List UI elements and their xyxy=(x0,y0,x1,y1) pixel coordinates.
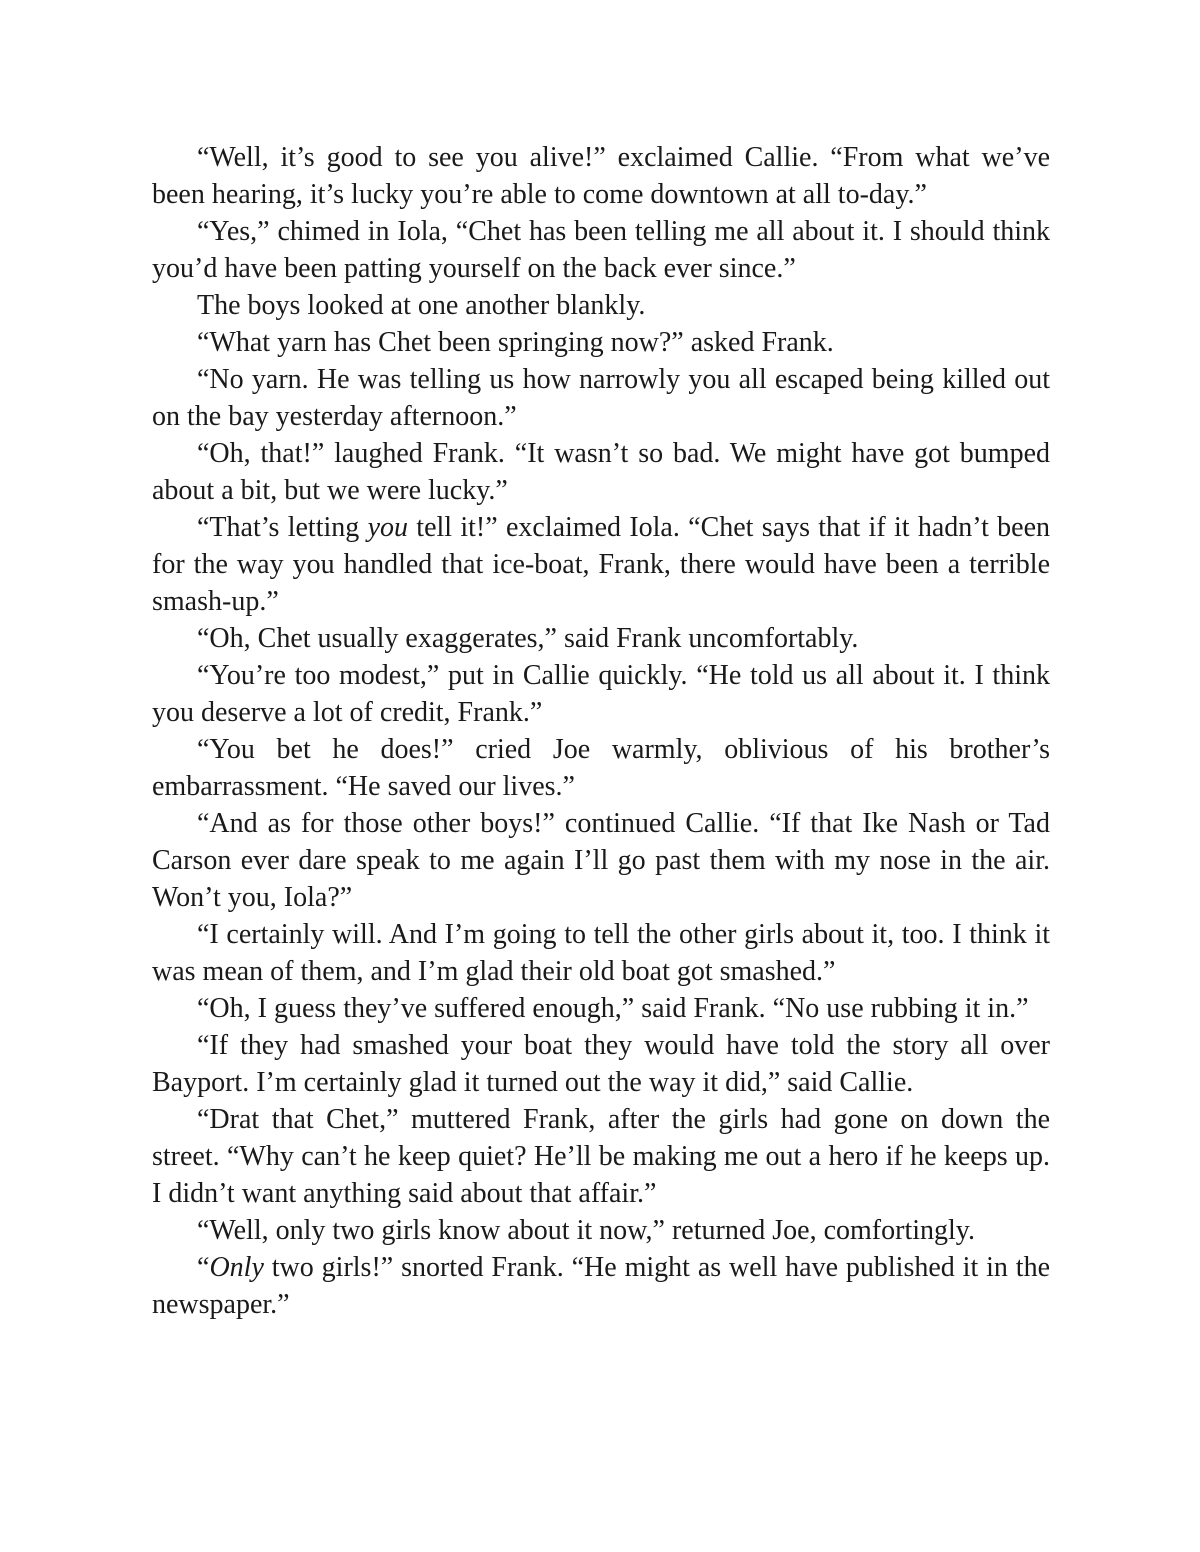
text-run: “That’s letting xyxy=(197,512,368,543)
text-run: “Drat that Chet,” muttered Frank, after the girls had gone on down the street. “Why can’t he keep quiet? He’ll be making me out a hero if he keeps up. I didn’t want anything said about that affair.” xyxy=(152,1104,1050,1209)
text-run: “Oh, I guess they’ve suffered enough,” said Frank. “No use rubbing it in.” xyxy=(197,993,1029,1024)
text-run: “What yarn has Chet been springing now?” asked Frank. xyxy=(197,327,834,358)
text-run: tell it!” exclaimed Iola. “Chet says that if it hadn’t been for the way you handled that ice-boat, Frank, there would have been a terrible smash-up.” xyxy=(152,512,1050,617)
text-run: “Yes,” chimed in Iola, “Chet has been telling me all about it. I should think you’d have been patting yourself on the back ever since.” xyxy=(152,216,1050,284)
paragraph xyxy=(152,1027,1050,1101)
paragraph xyxy=(152,657,1050,731)
paragraph xyxy=(152,324,1050,361)
text-run: “No yarn. He was telling us how narrowly you all escaped being killed out on the bay yesterday afternoon.” xyxy=(152,364,1050,432)
paragraph xyxy=(152,620,1050,657)
text-run: “You bet he does!” cried Joe warmly, oblivious of his brother’s embarrassment. “He saved our lives.” xyxy=(152,734,1050,802)
paragraph xyxy=(152,139,1050,213)
text-run: “Well, only two girls know about it now,” returned Joe, comfortingly. xyxy=(197,1215,975,1246)
text-run: two girls!” snorted Frank. “He might as well have published it in the newspaper.” xyxy=(152,1252,1050,1320)
italic-run: you xyxy=(367,512,408,543)
paragraph xyxy=(152,509,1050,620)
text-run: “I certainly will. And I’m going to tell the other girls about it, too. I think it was mean of them, and I’m glad their old boat got smashed.” xyxy=(152,919,1050,987)
paragraph xyxy=(152,361,1050,435)
paragraph xyxy=(152,435,1050,509)
italic-run: Only xyxy=(209,1252,264,1283)
text-run: “Well, it’s good to see you alive!” exclaimed Callie. “From what we’ve been hearing, it’s lucky you’re able to come downtown at all to-day.” xyxy=(152,142,1050,210)
paragraph xyxy=(152,1101,1050,1212)
page-text xyxy=(152,139,1050,1323)
paragraph xyxy=(152,731,1050,805)
paragraph xyxy=(152,916,1050,990)
paragraph xyxy=(152,990,1050,1027)
paragraph xyxy=(152,287,1050,324)
paragraph xyxy=(152,1212,1050,1249)
text-run: The boys looked at one another blankly. xyxy=(197,290,646,321)
text-run: “Oh, Chet usually exaggerates,” said Frank uncomfortably. xyxy=(197,623,859,654)
text-run: “Oh, that!” laughed Frank. “It wasn’t so bad. We might have got bumped about a bit, but we were lucky.” xyxy=(152,438,1050,506)
paragraph xyxy=(152,805,1050,916)
paragraph xyxy=(152,1249,1050,1323)
text-run: “And as for those other boys!” continued Callie. “If that Ike Nash or Tad Carson ever dare speak to me again I’ll go past them with my nose in the air. Won’t you, Iola?” xyxy=(152,808,1050,913)
text-run: “You’re too modest,” put in Callie quickly. “He told us all about it. I think you deserve a lot of credit, Frank.” xyxy=(152,660,1050,728)
text-run: “If they had smashed your boat they would have told the story all over Bayport. I’m certainly glad it turned out the way it did,” said Callie. xyxy=(152,1030,1050,1098)
paragraph xyxy=(152,213,1050,287)
text-run: “ xyxy=(197,1252,210,1283)
